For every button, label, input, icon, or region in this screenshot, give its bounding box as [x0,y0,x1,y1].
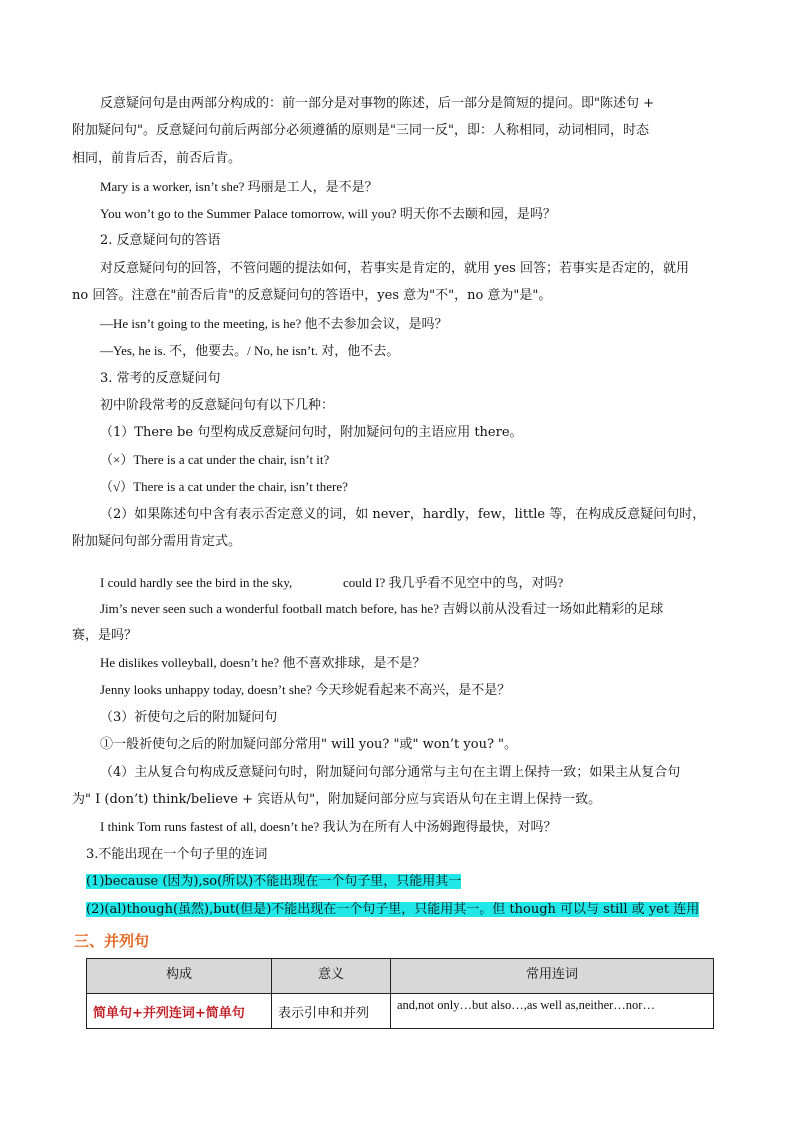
heading-common-types: 3. 常考的反意疑问句 [100,371,221,386]
conjunction-rule-1: (1)because (因为),so(所以)不能出现在一个句子里，只能用其一 [86,874,462,889]
example-sentence-5b: could I? 我几乎看不见空中的鸟，对吗? [343,575,564,590]
table-header-structure: 构成 [87,959,272,994]
paragraph-answer-line2: no 回答。注意在"前否后肯"的反意疑问句的答语中，yes 意为"不"，no 意为"是"。 [72,288,552,303]
example-sentence-6-line1: Jim’s never seen such a wonderful football match before, has he? 吉姆以前从没看过一场如此精彩的足球 [100,601,664,616]
example-sentence-2: You won’t go to the Summer Palace tomorrow, will you? 明天你不去颐和园，是吗？ [100,206,556,221]
rule-there-be: （1）There be 句型构成反意疑问句时，附加疑问句的主语应用 there。 [100,425,523,440]
example-wrong: （×）There is a cat under the chair, isn’t it? [100,452,330,467]
heading-conjunctions: 3.不能出现在一个句子里的连词 [86,847,268,862]
example-right: （√）There is a cat under the chair, isn’t there? [100,479,348,494]
compound-sentence-table [86,958,714,1029]
table-cell-structure: 简单句+并列连词+简单句 [87,994,272,1029]
rule-negative-words-line2: 附加疑问句部分需用肯定式。 [72,534,242,549]
rule-imperative: （3）祈使句之后的附加疑问句 [100,710,278,725]
table-row [87,994,714,1029]
example-sentence-5a: I could hardly see the bird in the sky, [100,575,293,590]
example-sentence-7: He dislikes volleyball, doesn’t he? 他不喜欢排球，是不是？ [100,655,426,670]
table-header-meaning: 意义 [272,959,391,994]
rule-negative-words-line1: （2）如果陈述句中含有表示否定意义的词，如 never，hardly，few，little 等，在构成反意疑问句时， [100,507,706,522]
rule-complex-line1: （4）主从复合句构成反意疑问句时，附加疑问句部分通常与主句在主谓上保持一致；如果主从复合句 [100,765,681,780]
example-sentence-8: Jenny looks unhappy today, doesn’t she? 今天珍妮看起来不高兴，是不是？ [100,682,511,697]
table-cell-conjunctions: and,not only…but also…,as well as,neither…nor… [391,994,714,1029]
paragraph-types-intro: 初中阶段常考的反意疑问句有以下几种： [100,398,335,413]
example-sentence-4: —Yes, he is. 不，他要去。/ No, he isn’t. 对，他不去。 [100,343,400,358]
rule-complex-line2: 为" I (don’t) think/believe + 宾语从句"，附加疑问部分应与宾语从句在主谓上保持一致。 [72,792,602,807]
example-sentence-9: I think Tom runs fastest of all, doesn’t he? 我认为在所有人中汤姆跑得最快，对吗？ [100,819,557,834]
paragraph-intro-line3: 相同，前肯后否，前否后肯。 [72,151,242,166]
paragraph-intro-line1: 反意疑问句是由两部分构成的：前一部分是对事物的陈述，后一部分是简短的提问。即"陈述句 + [100,96,655,111]
example-sentence-3: —He isn’t going to the meeting, is he? 他不去参加会议，是吗？ [100,316,448,331]
rule-imperative-detail: ①一般祈使句之后的附加疑问部分常用" will you? "或" won’t you? "。 [100,737,518,752]
heading-answers: 2. 反意疑问句的答语 [100,233,221,248]
conjunction-rule-1-wrapper [86,873,461,890]
paragraph-intro-line2: 附加疑问句"。反意疑问句前后两部分必须遵循的原则是"三同一反"，即：人称相同，动词相同，时态 [72,123,649,138]
table-cell-meaning: 表示引申和并列 [272,994,391,1029]
conjunction-rule-2-wrapper [86,901,699,918]
example-sentence-6-line2: 赛，是吗？ [72,628,138,643]
table-header-row [87,959,714,994]
section-title-compound-sentences: 三、并列句 [74,932,150,950]
example-sentence-1: Mary is a worker, isn’t she? 玛丽是工人，是不是？ [100,179,378,194]
paragraph-answer-line1: 对反意疑问句的回答，不管问题的提法如何，若事实是肯定的，就用 yes 回答；若事实是否定的，就用 [100,261,689,276]
conjunction-rule-2: (2)(al)though(虽然),but(但是)不能出现在一个句子里，只能用其一。但 though 可以与 still 或 yet 连用 [86,902,700,917]
table-header-conjunctions: 常用连词 [391,959,714,994]
